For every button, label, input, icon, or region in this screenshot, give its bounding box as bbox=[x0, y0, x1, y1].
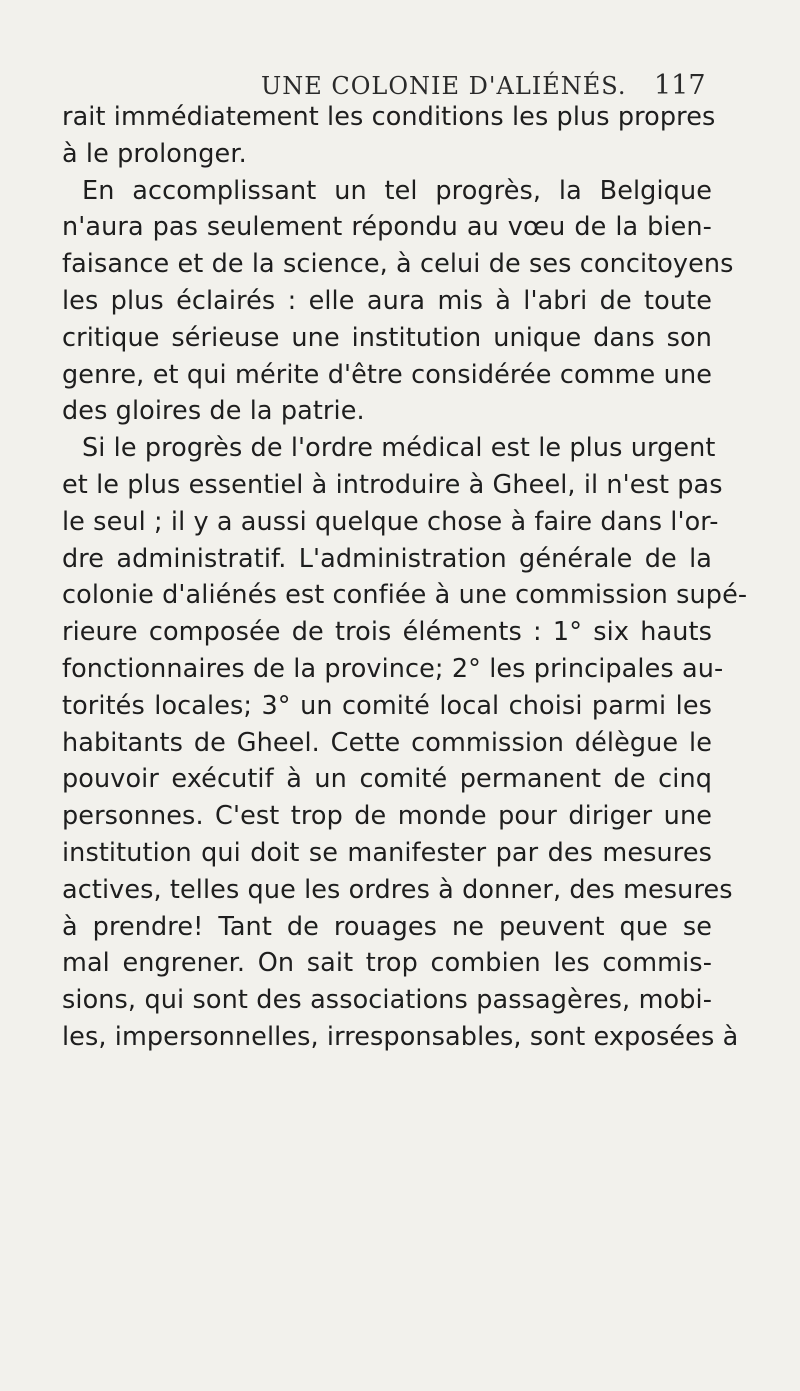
text-line: n'aura pas seulement répondu au vœu de la bien- bbox=[62, 212, 712, 243]
text-line: dre administratif. L'administration générale de la bbox=[62, 543, 712, 574]
running-title: UNE COLONIE D'ALIÉNÉS. bbox=[261, 72, 627, 100]
text-line: sions, qui sont des associations passagères, mobi- bbox=[62, 985, 712, 1016]
page-number: 117 bbox=[654, 70, 706, 101]
paragraph-start-line: Si le progrès de l'ordre médical est le plus urgent bbox=[82, 433, 716, 464]
text-line: colonie d'aliénés est confiée à une commission supé- bbox=[62, 580, 748, 611]
text-line: genre, et qui mérite d'être considérée comme une bbox=[62, 359, 712, 390]
text-line: pouvoir exécutif à un comité permanent de cinq bbox=[62, 764, 712, 795]
text-line: rieure composée de trois éléments : 1° six hauts bbox=[62, 617, 712, 648]
text-line: torités locales; 3° un comité local choisi parmi les bbox=[62, 690, 712, 721]
text-line: habitants de Gheel. Cette commission délègue le bbox=[62, 727, 712, 758]
text-line: rait immédiatement les conditions les plus propres bbox=[62, 102, 716, 132]
text-line: les, impersonnelles, irresponsables, sont exposées à bbox=[62, 1021, 739, 1052]
text-line: actives, telles que les ordres à donner, des mesures bbox=[62, 874, 733, 905]
text-line: et le plus essentiel à introduire à Gheel, il n'est pas bbox=[62, 469, 723, 500]
text-line: à prendre! Tant de rouages ne peuvent que se bbox=[62, 911, 712, 942]
text-line: les plus éclairés : elle aura mis à l'abri de toute bbox=[62, 285, 712, 316]
text-line: mal engrener. On sait trop combien les commis- bbox=[62, 948, 712, 979]
text-line: institution qui doit se manifester par des mesures bbox=[62, 837, 712, 868]
text-line: à le prolonger. bbox=[62, 138, 247, 169]
text-line: des gloires de la patrie. bbox=[62, 396, 365, 427]
paragraph-start-line: En accomplissant un tel progrès, la Belgique bbox=[82, 175, 712, 206]
text-line: critique sérieuse une institution unique dans son bbox=[62, 322, 712, 353]
text-line: faisance et de la science, à celui de ses concitoyens bbox=[62, 249, 734, 280]
text-line: fonctionnaires de la province; 2° les principales au- bbox=[62, 653, 724, 684]
body-text bbox=[62, 99, 748, 1056]
text-line: le seul ; il y a aussi quelque chose à faire dans l'or- bbox=[62, 506, 719, 537]
text-line: personnes. C'est trop de monde pour diriger une bbox=[62, 801, 712, 832]
